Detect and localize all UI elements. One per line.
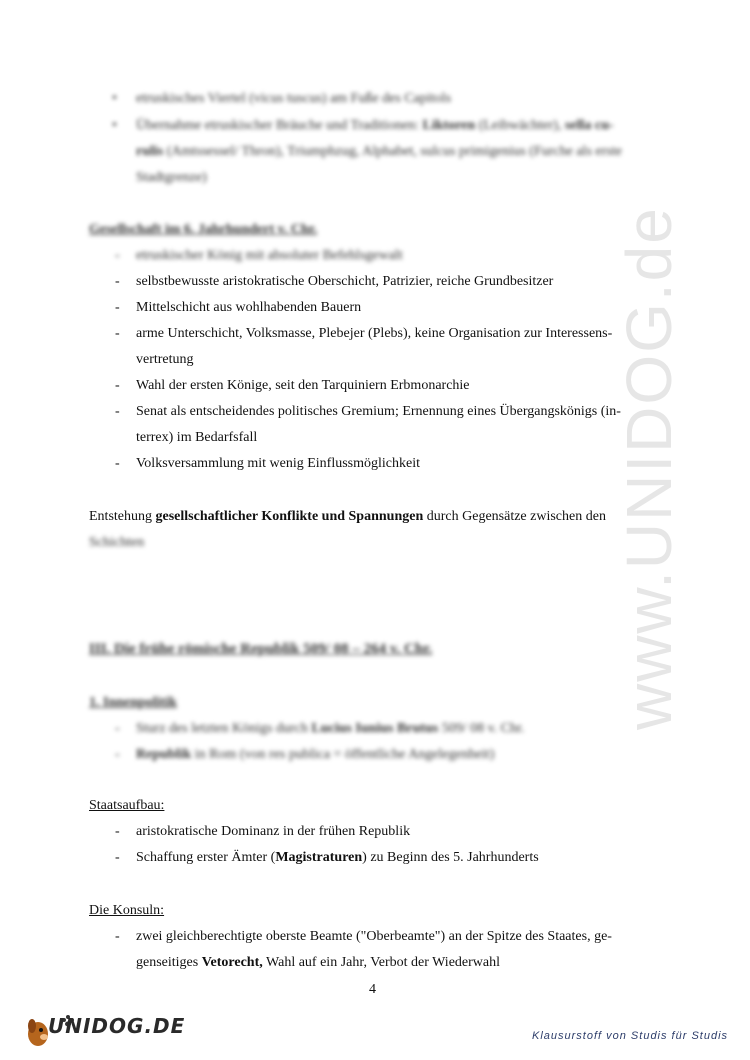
dash: - [115, 248, 120, 263]
list-item: arme Unterschicht, Volksmasse, Plebejer (Plebs), keine Organisation zur Interessens- [136, 326, 613, 341]
list-item-cont: vertretung [136, 352, 194, 367]
list-item: Volksversammlung mit wenig Einflussmöglichkeit [136, 456, 420, 471]
list-item: selbstbewusste aristokratische Oberschicht, Patrizier, reiche Grundbesitzer [136, 274, 554, 289]
page-number: 4 [369, 982, 376, 997]
bullet-text: rulis (Amtssessel/ Thron), Triumphzug, Alphabet, sulcus primigenius (Furche als erste [136, 144, 622, 159]
dash: - [115, 378, 120, 393]
dash: - [115, 747, 120, 762]
footer-tagline: Klausurstoff von Studis für Studis [532, 1030, 729, 1042]
dash: - [115, 274, 120, 289]
konsuln-heading: Die Konsuln: [89, 903, 165, 918]
paragraph: Entstehung gesellschaftlicher Konflikte und Spannungen durch Gegensätze zwischen den [89, 509, 606, 524]
list-item-cont: terrex) im Bedarfsfall [136, 430, 258, 445]
paragraph-cont: Schichten [89, 535, 145, 550]
watermark: www.UNIDOG.de [613, 206, 685, 730]
section-heading: Gesellschaft im 6. Jahrhundert v. Chr. [89, 222, 318, 237]
bullet-text: Stadtgrenze) [136, 170, 207, 185]
list-item: Republik in Rom (von res publica = öffentliche Angelegenheit) [136, 747, 495, 762]
list-item: Mittelschicht aus wohlhabenden Bauern [136, 300, 362, 315]
bullet-dot: • [112, 91, 117, 106]
dash: - [115, 824, 120, 839]
dash: - [115, 404, 120, 419]
staatsaufbau-heading: Staatsaufbau: [89, 798, 165, 813]
chapter-heading: III. Die frühe römische Republik 509/ 08 – 264 v. Chr. [89, 641, 433, 657]
dash: - [115, 300, 120, 315]
dash: - [115, 850, 120, 865]
dash: - [115, 456, 120, 471]
list-item: aristokratische Dominanz in der frühen Republik [136, 824, 411, 839]
dash: - [115, 929, 120, 944]
logo-text: UNIDOG.DE [48, 1014, 186, 1038]
dash: - [115, 326, 120, 341]
sub-heading: 1. Innenpolitik [89, 695, 177, 710]
bullet-text: Übernahme etruskischer Bräuche und Traditionen: Liktoren (Leibwächter), sella cu- [136, 118, 614, 133]
list-item: Schaffung erster Ämter (Magistraturen) zu Beginn des 5. Jahrhunderts [136, 850, 539, 865]
list-item: Wahl der ersten Könige, seit den Tarquiniern Erbmonarchie [136, 378, 470, 393]
list-item: Sturz des letzten Königs durch Lucius Iunius Brutus 509/ 08 v. Chr. [136, 721, 525, 736]
bullet-dot: • [112, 118, 117, 133]
list-item: Senat als entscheidendes politisches Gremium; Ernennung eines Übergangskönigs (in- [136, 404, 621, 419]
dash: - [115, 721, 120, 736]
list-item: etruskischer König mit absoluter Befehlsgewalt [136, 248, 403, 263]
list-item-cont: genseitiges Vetorecht, Wahl auf ein Jahr, Verbot der Wiederwahl [136, 955, 500, 970]
list-item: zwei gleichberechtigte oberste Beamte ("Oberbeamte") an der Spitze des Staates, ge- [136, 929, 612, 944]
bullet-text: etruskisches Viertel (vicus tuscus) am Fuße des Capitols [136, 91, 452, 106]
